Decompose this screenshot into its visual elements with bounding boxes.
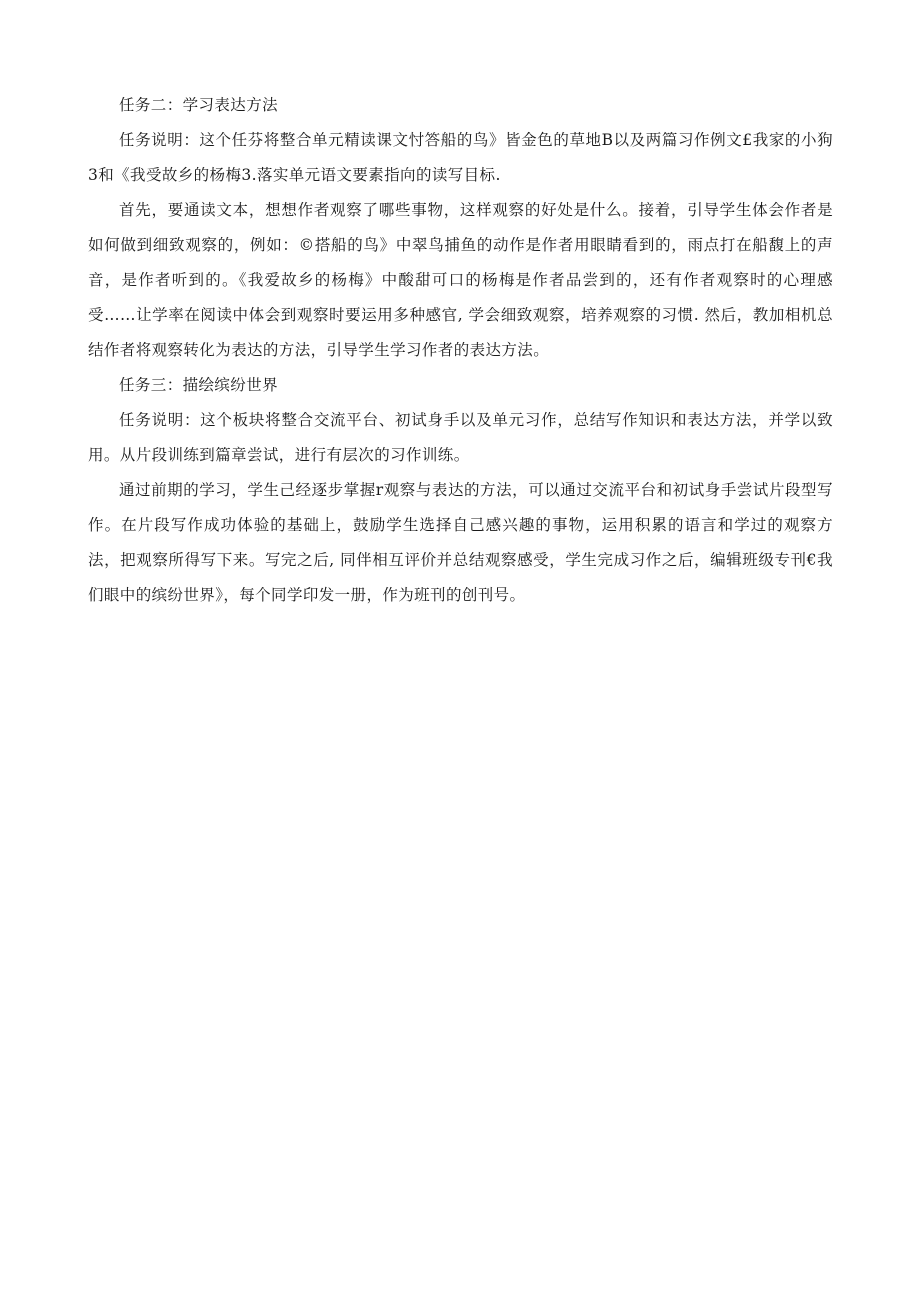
document-body <box>88 88 833 613</box>
section-heading-task-two: 任务二：学习表达方法 <box>119 96 279 114</box>
paragraph-task-two-description: 任务说明：这个任芬将整合单元精读课文忖答船的鸟》皆金色的草地B以及两篇习作例文£我家的小狗3和《我受故乡的杨梅3.落实单元语文要素指向的读写目标. <box>88 131 833 184</box>
paragraph-task-three-description: 任务说明：这个板块将整合交流平台、初试身手以及单元习作，总结写作知识和表达方法，并学以致用。从片段训练到篇章尝试，进行有层次的习作训练。 <box>88 411 833 464</box>
section-heading-task-three: 任务三：描绘缤纷世界 <box>119 376 279 394</box>
paragraph-task-three-method: 通过前期的学习，学生己经逐步掌握r观察与表达的方法，可以通过交流平台和初试身手尝试片段型写作。在片段写作成功体验的基础上，鼓励学生选择自己感兴趣的事物，运用积累的语言和学过的观察方法，把观察所得写下来。写完之后, 同伴相互评价并总结观察感受，学生完成习作之后，编辑班级专刊€我们眼中的缤纷世界》，每个同学印发一册，作为班刊的创刊号。 <box>88 481 833 604</box>
paragraph-task-two-method: 首先，要通读文本，想想作者观察了哪些事物，这样观察的好处是什么。接着，引导学生体会作者是如何做到细致观察的，例如：©搭船的鸟》中翠鸟捕鱼的动作是作者用眼睛看到的，雨点打在船馥上的声音，是作者听到的。《我爱故乡的杨梅》中酸甜可口的杨梅是作者品尝到的，还有作者观察时的心理感受……让学率在阅读中体会到观察时要运用多种感官, 学会细致观察，培养观察的习惯. 然后，教加相机总结作者将观察转化为表达的方法，引导学生学习作者的表达方法。 <box>88 201 833 359</box>
